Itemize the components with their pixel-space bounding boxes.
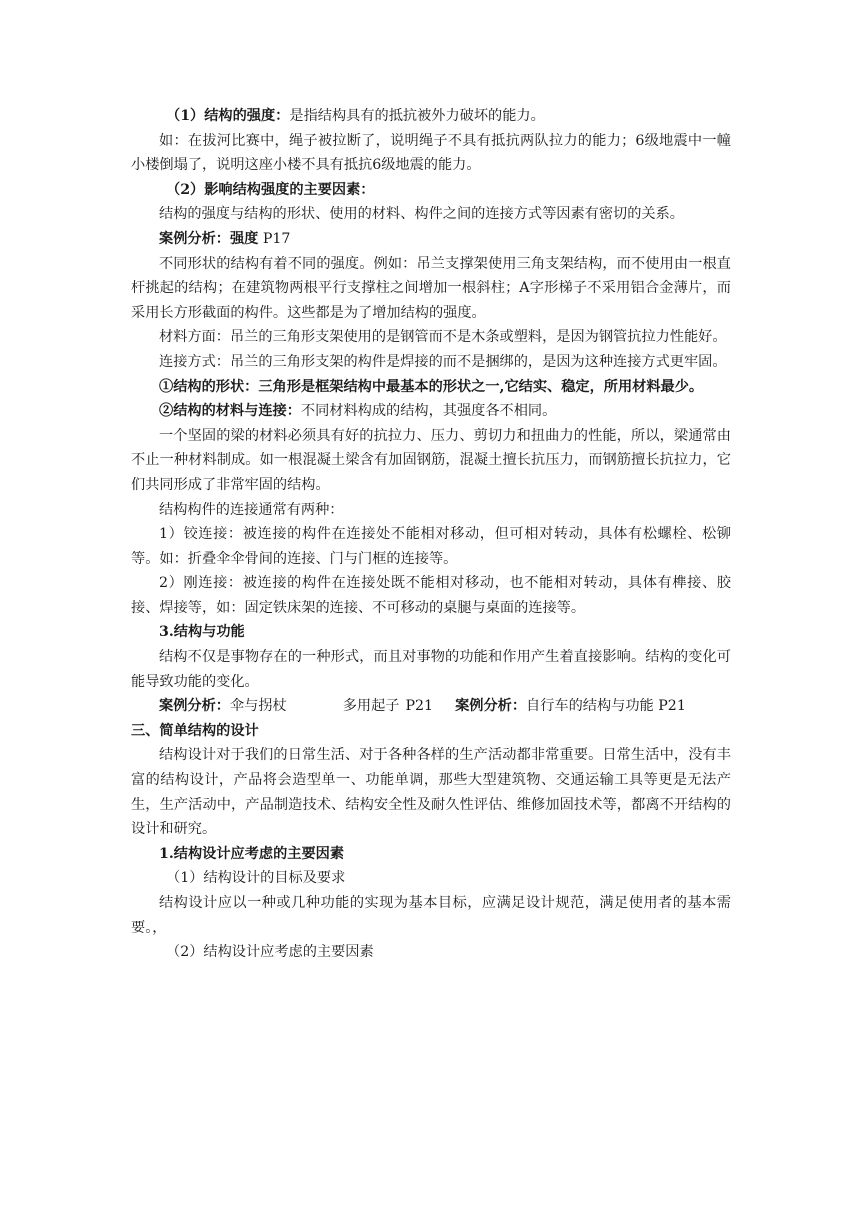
rigid-joint-paragraph: 2）刚连接：被连接的构件在连接处既不能相对移动，也不能相对转动，具体有榫接、胶接、焊接等，如：固定铁床架的连接、不可移动的桌腿与桌面的连接等。 xyxy=(131,575,731,616)
strength-factors-heading: （2）影响结构强度的主要因素： xyxy=(166,181,375,198)
case-ref-b: P21 xyxy=(405,698,434,715)
case-analysis-strength xyxy=(131,227,731,252)
case-analysis-line xyxy=(131,694,731,719)
strength-example: 如：在拔河比赛中，绳子被拉断了，说明绳子不具有抵抗两队拉力的能力；6级地震中一幢小楼倒塌了，说明这座小楼不具有抵抗6级地震的能力。 xyxy=(131,132,731,174)
connection-paragraph: 连接方式：吊兰的三角形支架的构件是焊接的而不是捆绑的，是因为这种连接方式更牢固。 xyxy=(159,353,727,370)
point-material-text: 不同材料构成的结构，其强度各不相同。 xyxy=(300,403,557,420)
strength-factors-text: 结构的强度与结构的形状、使用的材料、构件之间的连接方式等因素有密切的关系。 xyxy=(159,206,684,223)
point-shape: ①结构的形状：三角形是框架结构中最基本的形状之一,它结实、稳定，所用材料最少。 xyxy=(159,378,704,395)
hinge-joint-paragraph: 1）铰连接：被连接的构件在连接处不能相对移动，但可相对转动，具体有松螺栓、松铆等。如：折叠伞伞骨间的连接、门与门框的连接等。 xyxy=(131,526,731,567)
design-factors-subtitle: （2）结构设计应考虑的主要因素 xyxy=(166,944,374,961)
case-label-a: 案例分析： xyxy=(159,698,230,715)
case-analysis-label: 案例分析：强度 xyxy=(159,230,259,247)
design-factors-title: 1.结构设计应考虑的主要因素 xyxy=(159,845,345,862)
material-paragraph: 材料方面：吊兰的三角形支架使用的是钢管而不是木条或塑料，是因为钢管抗拉力性能好。 xyxy=(159,329,727,346)
strength-text: 是指结构具有的抵抗被外力破坏的能力。 xyxy=(289,108,545,124)
design-goal-text: 结构设计应以一种或几种功能的实现为基本目标，应满足设计规范，满足使用者的基本需要。， xyxy=(131,895,731,936)
point-material-label: ②结构的材料与连接： xyxy=(159,403,301,420)
section-structure-function-title: 3.结构与功能 xyxy=(159,624,245,641)
part-three-title: 三、简单结构的设计 xyxy=(131,722,259,739)
shape-paragraph: 不同形状的结构有着不同的强度。例如：吊兰支撑架使用三角支架结构，而不使用由一根直杆挑起的结构；在建筑物两根平行支撑柱之间增加一根斜柱；A字形梯子不采用铝合金薄片，而采用长方形截面的构件。这些都是为了增加结构的强度。 xyxy=(131,255,731,321)
design-goal-subtitle: （1）结构设计的目标及要求 xyxy=(166,870,346,887)
strength-label: （1）结构的强度： xyxy=(166,108,290,124)
case-analysis-ref: P17 xyxy=(258,230,291,247)
beam-paragraph: 一个坚固的梁的材料必须具有好的抗拉力、压力、剪切力和扭曲力的性能，所以，梁通常由不止一种材料制成。如一根混凝土梁含有加固钢筋，混凝土擅长抗压力，而钢筋擅长抗拉力，它们共同形成了非常牢固的结构。 xyxy=(131,427,731,493)
part-three-text: 结构设计对于我们的日常生活、对于各种各样的生产活动都非常重要。日常生活中，没有丰富的结构设计，产品将会造型单一、功能单调，那些大型建筑物、交通运输工具等更是无法产生，生产活动中，产品制造技术、结构安全性及耐久性评估、维修加固技术等，都离不开结构的设计和研究。 xyxy=(131,747,731,838)
case-label-c: 案例分析： xyxy=(455,698,527,715)
case-text-b: 多用起子 xyxy=(342,698,400,715)
strength-definition xyxy=(131,104,731,129)
section-structure-function-text: 结构不仅是事物存在的一种形式，而且对事物的功能和作用产生着直接影响。结构的变化可能导致功能的变化。 xyxy=(131,649,731,690)
joint-intro: 结构构件的连接通常有两种： xyxy=(159,501,344,518)
case-text-c: 自行车的结构与功能 P21 xyxy=(526,698,686,715)
document-page xyxy=(131,104,731,965)
case-text-a: 伞与拐杖 xyxy=(229,698,287,715)
point-material xyxy=(131,399,731,424)
